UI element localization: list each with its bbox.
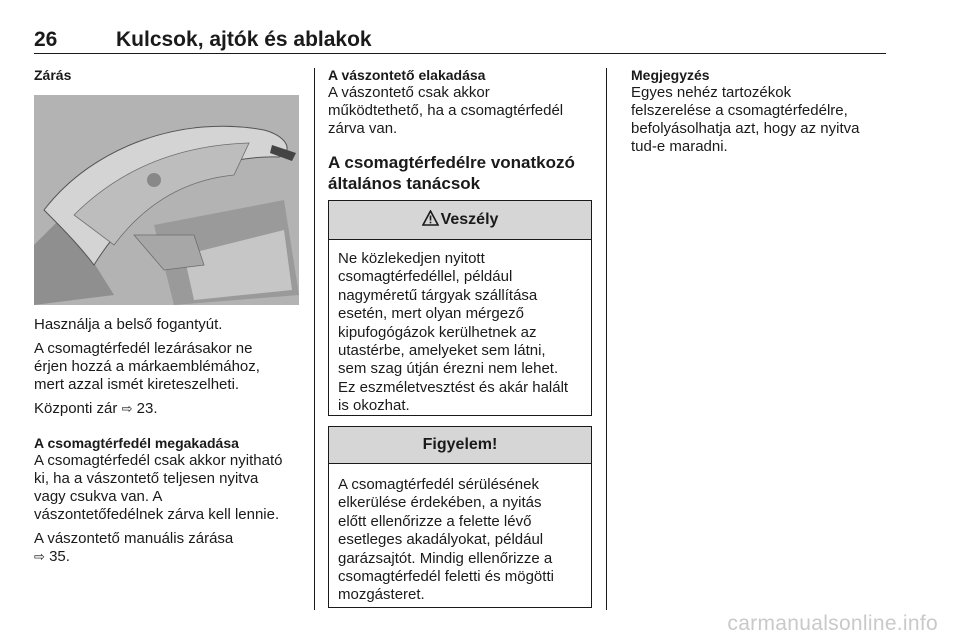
caution-line-7: mozgásteret.: [338, 586, 425, 604]
danger-line-5: kipufogógázok kerülhetnek az: [338, 323, 537, 341]
section-title-line-1: A csomagtérfedélre vonatkozó: [328, 153, 575, 172]
middle-column: [328, 66, 596, 194]
danger-box-header: [329, 201, 591, 240]
caution-line-1: A csomagtérfedél sérülésének: [338, 476, 539, 493]
trunk-jam-line-1: A csomagtérfedél csak akkor nyitható: [34, 452, 283, 469]
paragraph-manual-roof: [34, 530, 306, 566]
page-ref-arrow-icon: ⇨: [121, 401, 133, 416]
section-heading-closing: Zárás: [34, 67, 72, 83]
caution-line-2: elkerülése érdekében, a nyitás: [338, 494, 542, 512]
danger-line-7: sem szag útján érezni nem lehet.: [338, 360, 559, 378]
section-title-general-advice: [328, 152, 596, 194]
note-paragraph: [631, 84, 891, 156]
trunk-jam-line-4: vászontetőfedélnek zárva kell lennie.: [34, 506, 280, 523]
caution-box: [328, 426, 592, 608]
roof-jam-line-3: zárva van.: [328, 120, 398, 137]
trunk-jam-line-2: ki, ha a vászontető teljesen nyitva: [34, 470, 259, 487]
left-column-text: [34, 316, 306, 566]
caution-line-6: csomagtérfedél feletti és mögötti: [338, 568, 554, 586]
paragraph-inner-handle: Használja a belső fogantyút.: [34, 316, 223, 333]
trunk-illustration-svg: [34, 95, 299, 305]
note-line-2: felszerelése a csomagtérfedélre,: [631, 102, 848, 119]
roof-jam-line-2: működtethető, ha a csomagtérfedél: [328, 102, 564, 119]
danger-box: [328, 200, 592, 416]
trunk-jam-line-3: vagy csukva van. A: [34, 488, 163, 505]
danger-line-8: Ez eszméletvesztést és akár halált: [338, 378, 569, 396]
roof-jam-line-1: A vászontető csak akkor: [328, 84, 490, 101]
left-column: [34, 66, 306, 84]
column-divider-2: [606, 68, 607, 610]
paragraph-emblem-line-3: mert azzal ismét kireteszelheti.: [34, 376, 240, 393]
right-column: [631, 66, 891, 156]
note-heading: Megjegyzés: [631, 67, 710, 83]
paragraph-roof-jam: [328, 84, 596, 138]
danger-line-4: esetén, mert olyan mérgező: [338, 305, 524, 323]
watermark: carmanualsonline.info: [727, 612, 938, 635]
column-divider-1: [314, 68, 315, 610]
paragraph-emblem: [34, 340, 306, 394]
caution-line-5: garázsajtót. Mindig ellenőrizze a: [338, 549, 553, 567]
page-header: [34, 28, 886, 54]
danger-line-3: nagyméretű tárgyak szállítása: [338, 286, 538, 304]
paragraph-emblem-line-2: érjen hozzá a márkaemblémához,: [34, 358, 260, 375]
page-ref-arrow-icon: ⇨: [34, 549, 45, 564]
danger-line-9: is okozhat.: [338, 397, 410, 415]
note-line-4: tud-e maradni.: [631, 138, 728, 155]
central-lock-page-ref[interactable]: 23.: [136, 400, 158, 417]
manual-roof-text: A vászontető manuális zárása: [34, 530, 234, 547]
note-line-3: befolyásolhatja azt, hogy az nyitva: [631, 120, 860, 137]
subheading-trunk-jam: A csomagtérfedél megakadása: [34, 435, 239, 451]
paragraph-emblem-line-1: A csomagtérfedél lezárásakor ne: [34, 340, 253, 357]
caution-line-3: előtt ellenőrizze a felette lévő: [338, 512, 532, 530]
central-lock-text: Központi zár: [34, 400, 118, 417]
danger-line-2: csomagtérfedéllel, például: [338, 268, 513, 286]
caution-box-header: [329, 427, 591, 464]
caution-line-4: esetleges akadályokat, például: [338, 531, 544, 549]
header-divider: [34, 53, 886, 54]
caution-box-body: [329, 464, 591, 605]
danger-line-6: utastérbe, amelyeket sem látni,: [338, 342, 546, 360]
danger-box-title: Veszély: [440, 211, 499, 228]
danger-box-body: [329, 240, 591, 416]
note-line-1: Egyes nehéz tartozékok: [631, 84, 792, 101]
caution-box-title: Figyelem!: [422, 436, 498, 453]
section-title-line-2: általános tanácsok: [328, 174, 481, 193]
paragraph-trunk-jam: [34, 452, 306, 524]
danger-line-1: Ne közlekedjen nyitott: [338, 250, 485, 267]
manual-roof-page-ref[interactable]: 35.: [49, 548, 70, 565]
paragraph-central-lock: [34, 400, 306, 418]
chapter-title: Kulcsok, ajtók és ablakok: [116, 28, 372, 51]
warning-triangle-icon: [422, 210, 439, 231]
subheading-roof-jam: A vászontető elakadása: [328, 67, 486, 83]
car-trunk-lid-open-illustration: [34, 95, 299, 305]
page-number: 26: [34, 28, 58, 51]
